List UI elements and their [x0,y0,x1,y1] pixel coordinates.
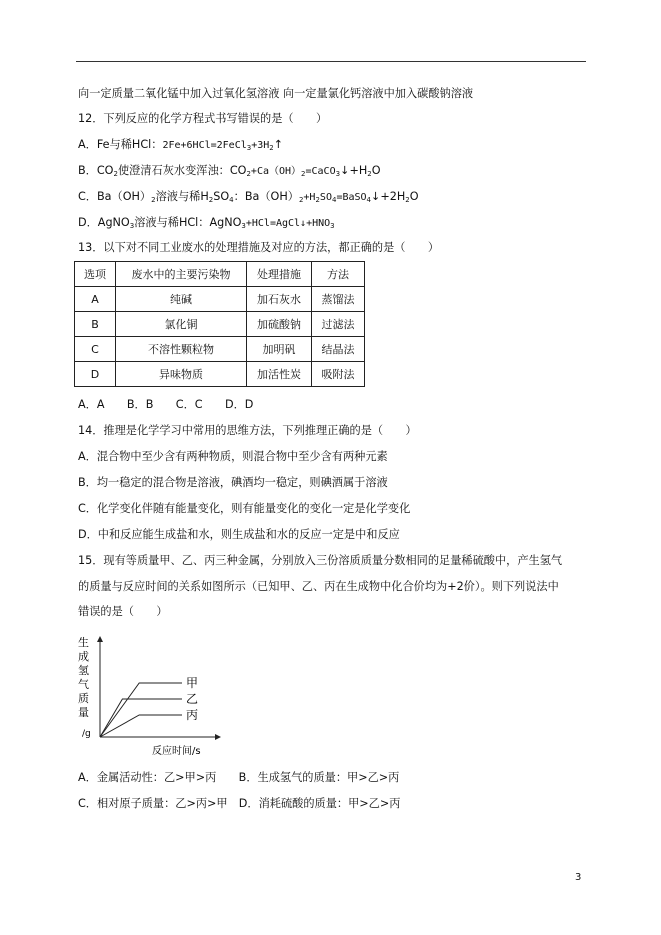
q15-options-line-2: C．相对原子质量：乙>丙>甲 D．消耗硫酸的质量：甲>乙>丙 [78,797,401,810]
page-number: 3 [575,872,582,883]
y-axis-label-char: 成 [78,650,89,663]
table-cell: 结晶法 [312,337,365,362]
table-cell: D [75,362,116,387]
table-row [75,312,365,337]
table-header-cell: 废水中的主要污染物 [116,262,247,287]
table-row [75,362,365,387]
q15-stem-line-3: 错误的是（ ） [78,605,168,618]
table-cell: 异味物质 [116,362,247,387]
table-row [75,287,365,312]
table-cell: 加活性炭 [247,362,312,387]
table-header-cell: 选项 [75,262,116,287]
y-axis-label-char: 生 [78,636,89,649]
q14-option-c: C．化学变化伴随有能量变化，则有能量变化的变化一定是化学变化 [78,502,411,515]
y-axis-label-char: 气 [78,678,89,691]
table-cell: B [75,312,116,337]
q13-table [74,261,365,387]
q14-stem: 14．推理是化学学习中常用的思维方法，下列推理正确的是（ ） [78,424,417,437]
q13-options: A．A B．B C．C D．D [78,398,254,411]
q14-option-a: A．混合物中至少含有两种物质，则混合物中至少含有两种元素 [78,450,388,463]
graph-svg [70,632,230,762]
q12-option-a: A．Fe与稀HCl：$2Fe+6HCl=2FeCl_3+3H_2↑$ [78,138,284,152]
y-axis-label [78,635,89,719]
q15-options-line-1: A．金属活动性：乙>甲>丙 B．生成氢气的质量：甲>乙>丙 [78,771,400,784]
table-cell: 加石灰水 [247,287,312,312]
table-cell: 不溶性颗粒物 [116,337,247,362]
table-header-row [75,262,365,287]
y-axis-label-char: 氢 [78,664,89,677]
table-cell: 吸附法 [312,362,365,387]
series-line-1 [100,683,182,737]
q15-stem-line-2: 的质量与反应时间的关系如图所示（已知甲、乙、丙在生成物中化合价均为+2价）。则下列说法中 [78,580,559,593]
q12-option-d: D．AgNO$_3$溶液与稀HCl：$AgNO_3+HCl=AgCl↓+HNO_3$ [78,216,335,230]
table-cell: 加明矾 [247,337,312,362]
table-cell: 纯碱 [116,287,247,312]
series-label-3: 丙 [186,708,199,722]
y-axis-unit: /g [82,729,91,739]
table-cell: C [75,337,116,362]
q12-option-b: B．$CO_2$使澄清石灰水变浑浊：$CO_2+Ca(OH)_2=CaCO_3↓+H_2O$ [78,164,381,178]
y-axis-label-char: 质 [78,692,89,705]
table-cell: 蒸馏法 [312,287,365,312]
q13-stem: 13．以下对不同工业废水的处理措施及对应的方法，都正确的是（ ） [78,241,440,254]
table-cell: 过滤法 [312,312,365,337]
top-caption: 向一定质量二氧化锰中加入过氧化氢溶液 向一定量氯化钙溶液中加入碳酸钠溶液 [78,87,474,100]
table-cell: 氯化铜 [116,312,247,337]
series-line-3 [100,715,182,737]
table-header-cell: 处理措施 [247,262,312,287]
y-axis-label-char: 量 [78,706,89,719]
x-axis-label: 反应时间/s [152,746,201,757]
table-header-cell: 方法 [312,262,365,287]
series-line-2 [100,699,182,737]
q15-stem-line-1: 15．现有等质量甲、乙、丙三种金属，分别放入三份溶质质量分数相同的足量稀硫酸中，产生氢气 [78,554,563,567]
table-cell: A [75,287,116,312]
q14-option-b: B．均一稳定的混合物是溶液，碘酒均一稳定，则碘酒属于溶液 [78,476,388,489]
q12-option-c: C．$Ba(OH)_2$溶液与稀$H_2SO_4$：$Ba(OH)_2+H_2SO_4=BaSO_4↓+2H_2O$ [78,190,419,204]
series-label-2: 乙 [186,692,199,706]
table-cell: 加硫酸钠 [247,312,312,337]
q14-option-d: D．中和反应能生成盐和水，则生成盐和水的反应一定是中和反应 [78,528,400,541]
header-rule [76,61,586,62]
series-lines [100,676,198,737]
table-row [75,337,365,362]
series-label-1: 甲 [186,676,199,690]
q12-stem: 12．下列反应的化学方程式书写错误的是（ ） [78,112,328,125]
hydrogen-mass-graph [70,632,230,762]
